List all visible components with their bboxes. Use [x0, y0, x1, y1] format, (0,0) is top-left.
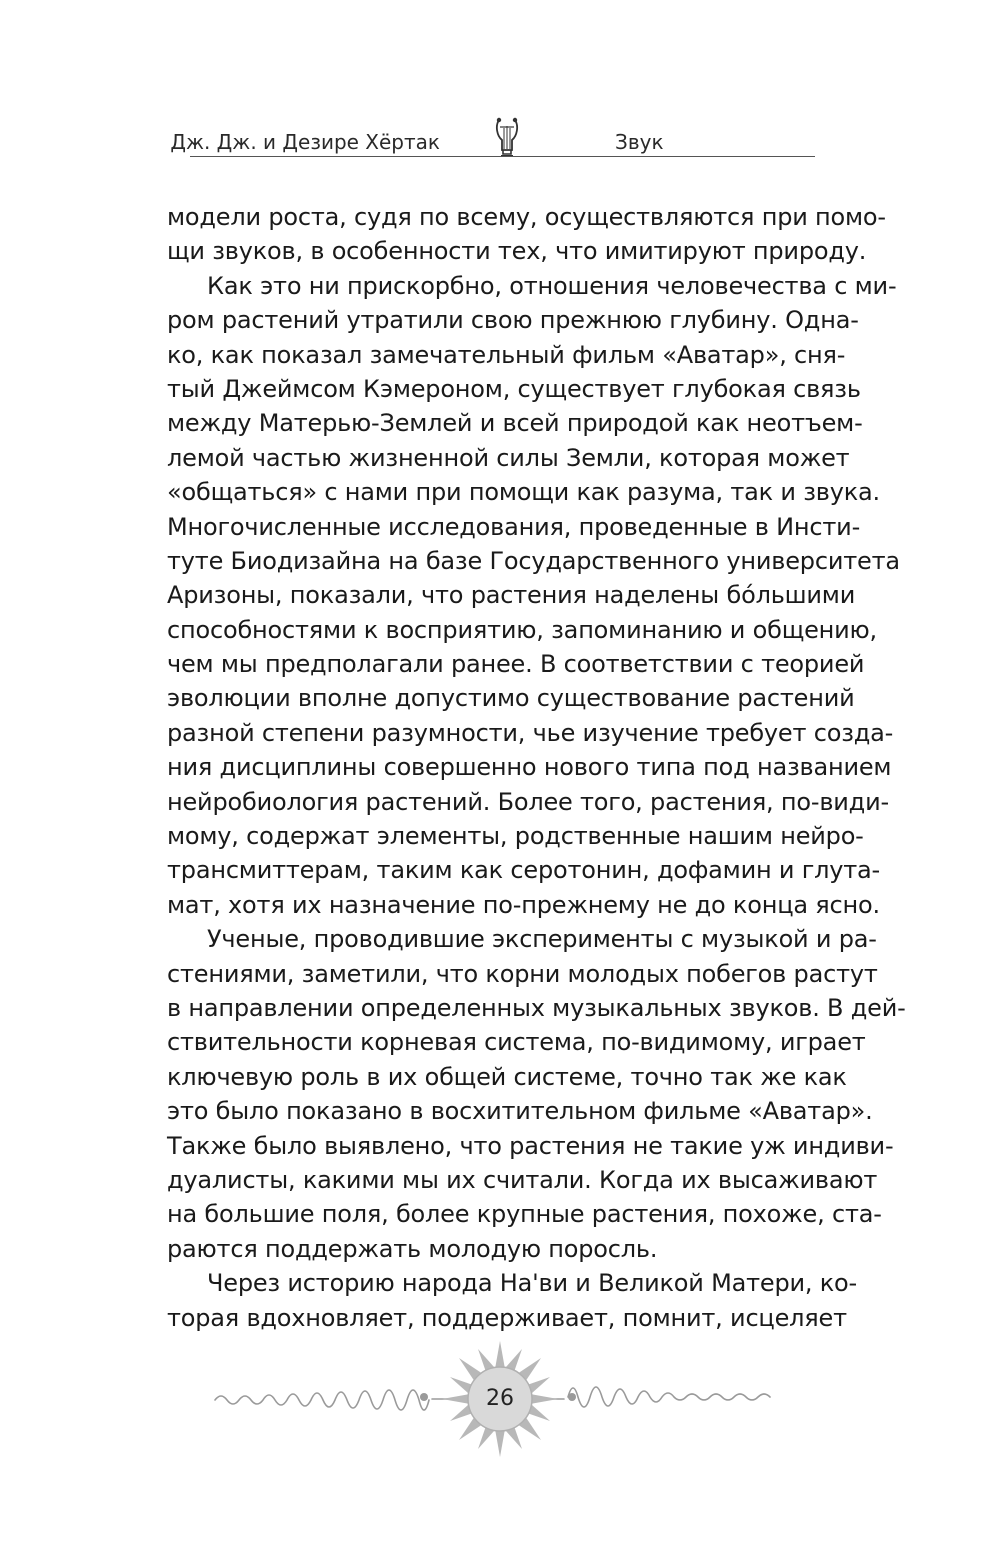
- page-number: 26: [486, 1386, 514, 1411]
- lyre-icon: [494, 116, 520, 158]
- text-line: щи звуков, в особенности тех, что имитируют природу.: [167, 237, 867, 266]
- text-line: ключевую роль в их общей системе, точно так же как: [167, 1062, 847, 1091]
- text-line: модели роста, судя по всему, осуществляются при помо-: [167, 203, 886, 231]
- text-line: способностями к восприятию, запоминанию и общению,: [167, 615, 877, 644]
- text-line: Аризоны, показали, что растения наделены бóльшими: [167, 581, 856, 610]
- text-line: мому, содержат элементы, родственные нашим нейро-: [167, 822, 864, 851]
- text-line: это было показано в восхитительном фильме «Аватар».: [167, 1097, 873, 1126]
- text-line: Через историю народа На'ви и Великой Матери, ко-: [207, 1269, 857, 1298]
- running-header: [170, 112, 815, 160]
- text-line: раются поддержать молодую поросль.: [167, 1234, 658, 1263]
- text-line: «общаться» с нами при помощи как разума, так и звука.: [167, 478, 880, 507]
- text-line: трансмиттерам, таким как серотонин, дофамин и глута-: [167, 856, 881, 885]
- text-line: ром растений утратили свою прежнюю глубину. Одна-: [167, 306, 859, 335]
- text-line: Также было выявлено, что растения не такие уж индиви-: [167, 1131, 894, 1160]
- text-line: эволюции вполне допустимо существование растений: [167, 684, 855, 713]
- header-divider: [190, 156, 815, 157]
- text-line: мат, хотя их назначение по-прежнему не до конца ясно.: [167, 890, 880, 919]
- text-line: ния дисциплины совершенно нового типа под названием: [167, 753, 892, 782]
- text-line: ствительности корневая система, по-видимому, играет: [167, 1028, 866, 1057]
- header-title: Звук: [615, 130, 664, 154]
- text-line: нейробиология растений. Более того, растения, по-види-: [167, 787, 889, 816]
- text-line: чем мы предполагали ранее. В соответствии с теорией: [167, 650, 865, 679]
- page-footer: [200, 1340, 800, 1470]
- text-line: дуалисты, какими мы их считали. Когда их высаживают: [167, 1165, 878, 1194]
- text-line: разной степени разумности, чье изучение требует созда-: [167, 718, 894, 747]
- text-line: лемой частью жизненной силы Земли, которая может: [167, 443, 850, 472]
- text-line: Ученые, проводившие эксперименты с музыкой и ра-: [207, 925, 877, 954]
- text-line: на большие поля, более крупные растения, похоже, ста-: [167, 1200, 882, 1229]
- text-line: торая вдохновляет, поддерживает, помнит, исцеляет: [167, 1303, 847, 1332]
- text-line: стениями, заметили, что корни молодых побегов растут: [167, 959, 878, 988]
- text-line: Многочисленные исследования, проведенные в Инсти-: [167, 512, 861, 541]
- text-line: Как это ни прискорбно, отношения человечества с ми-: [207, 271, 897, 300]
- text-line: между Матерью-Землей и всей природой как неотъем-: [167, 409, 863, 438]
- text-line: в направлении определенных музыкальных звуков. В дей-: [167, 993, 906, 1022]
- text-line: тый Джеймсом Кэмероном, существует глубокая связь: [167, 374, 861, 403]
- text-line: туте Биодизайна на базе Государственного университета: [167, 546, 900, 575]
- page-body: [167, 200, 906, 1335]
- header-author: Дж. Дж. и Дезире Хёртак: [170, 130, 440, 154]
- text-line: ко, как показал замечательный фильм «Аватар», сня-: [167, 340, 846, 369]
